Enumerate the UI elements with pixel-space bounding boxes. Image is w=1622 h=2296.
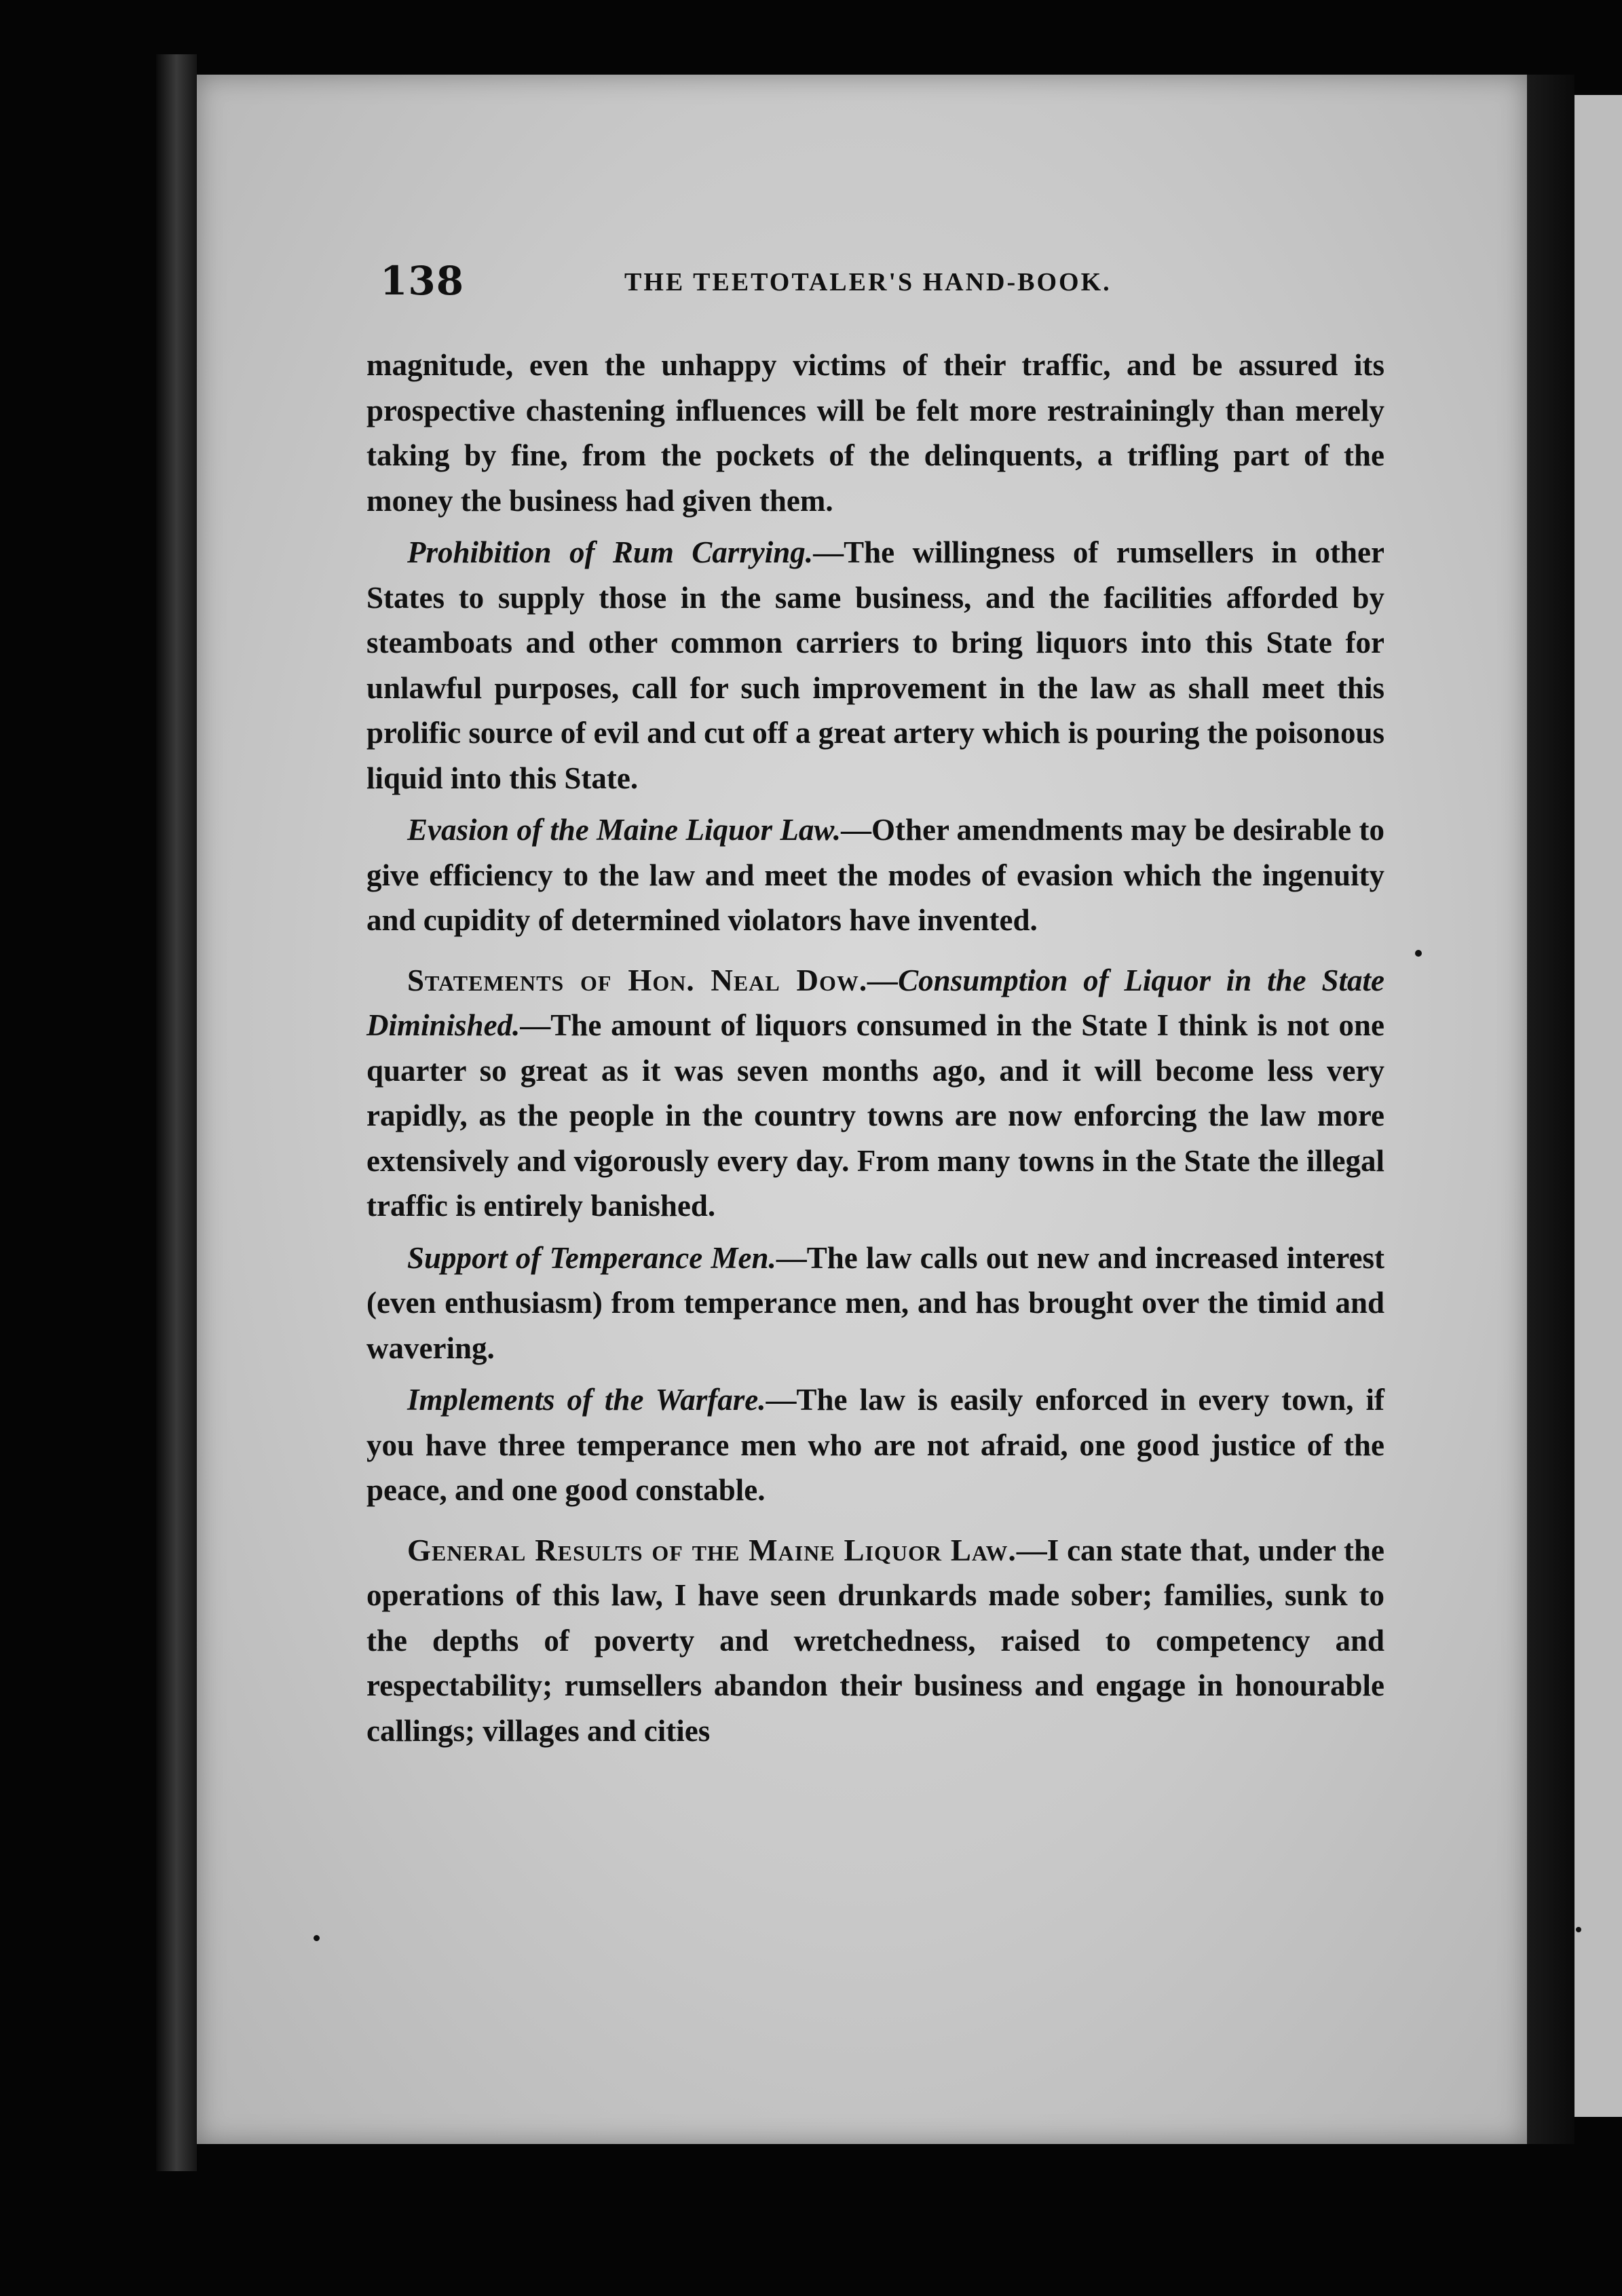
section-heading: Prohibition of Rum Carrying. [407, 535, 814, 569]
scan-speck [1576, 1927, 1581, 1932]
paragraph-text: —Other amendments may be desirable to give efficiency to the law and meet the modes of evasion which the ingenuity and cupidity of determined violators have invented. [366, 813, 1384, 937]
section-heading: Statements of Hon. Neal Dow. [407, 963, 868, 997]
scan-speck [1415, 950, 1422, 957]
body-text [366, 343, 1384, 1760]
paragraph [366, 343, 1384, 523]
paragraph [366, 1236, 1384, 1371]
paragraph [366, 1377, 1384, 1513]
page-number: 138 [380, 258, 465, 304]
paragraph-text: —The law calls out new and increased interest (even enthusiasm) from temperance men, and has brought over the timid and wavering. [366, 1240, 1385, 1365]
section-heading: Evasion of the Maine Liquor Law. [407, 813, 842, 847]
section-heading: General Results of the Maine Liquor Law. [407, 1533, 1017, 1567]
running-head: THE TEETOTALER'S HAND-BOOK. [624, 268, 1112, 296]
paragraph [366, 1528, 1384, 1754]
paragraph-text: —The amount of liquors consumed in the State I think is not one quarter so great as it was seven months ago, and it will become less very rapidly, as the people in the country towns are now enforcing the law more extensively and vigorously every day. From many towns in the State the illegal traffic is entirely banished. [366, 1008, 1384, 1223]
page-edge-shadow [1527, 75, 1574, 2144]
adjacent-page [1574, 95, 1622, 2117]
paragraph [366, 958, 1384, 1229]
paragraph [366, 530, 1384, 801]
subsection-heading: —Consumption of Liquor in the State Diminished. [366, 963, 1384, 1042]
section-heading: Implements of the Warfare. [407, 1383, 766, 1417]
paragraph-text: magnitude, even the unhappy victims of their traffic, and be assured its prospective chastening influences will be felt more restrainingly than merely taking by fine, from the pockets of the delinquents, a trifling part of the money the business had given them. [366, 348, 1384, 518]
paragraph [366, 807, 1384, 943]
book-binding [156, 54, 197, 2171]
paragraph-text: —The law is easily enforced in every town, if you have three temperance men who are not afraid, one good justice of the peace, and one good constable. [366, 1383, 1384, 1507]
page-header [380, 258, 1398, 312]
paragraph-text: —The willingness of rumsellers in other States to supply those in the same business, and the facilities afforded by steamboats and other common carriers to bring liquors into this State for unlawful purposes, call for such improvement in the law as shall meet this prolific source of evil and cut off a great artery which is pouring the poisonous liquid into this State. [366, 535, 1384, 795]
section-heading: Support of Temperance Men. [407, 1240, 776, 1275]
scan-speck [314, 1935, 320, 1941]
paragraph-text: —I can state that, under the operations of this law, I have seen drunkards made sober; families, sunk to the depths of poverty and wretchedness, raised to competency and respectability; rumsellers abandon their business and engage in honourable callings; villages and cities [366, 1533, 1384, 1748]
